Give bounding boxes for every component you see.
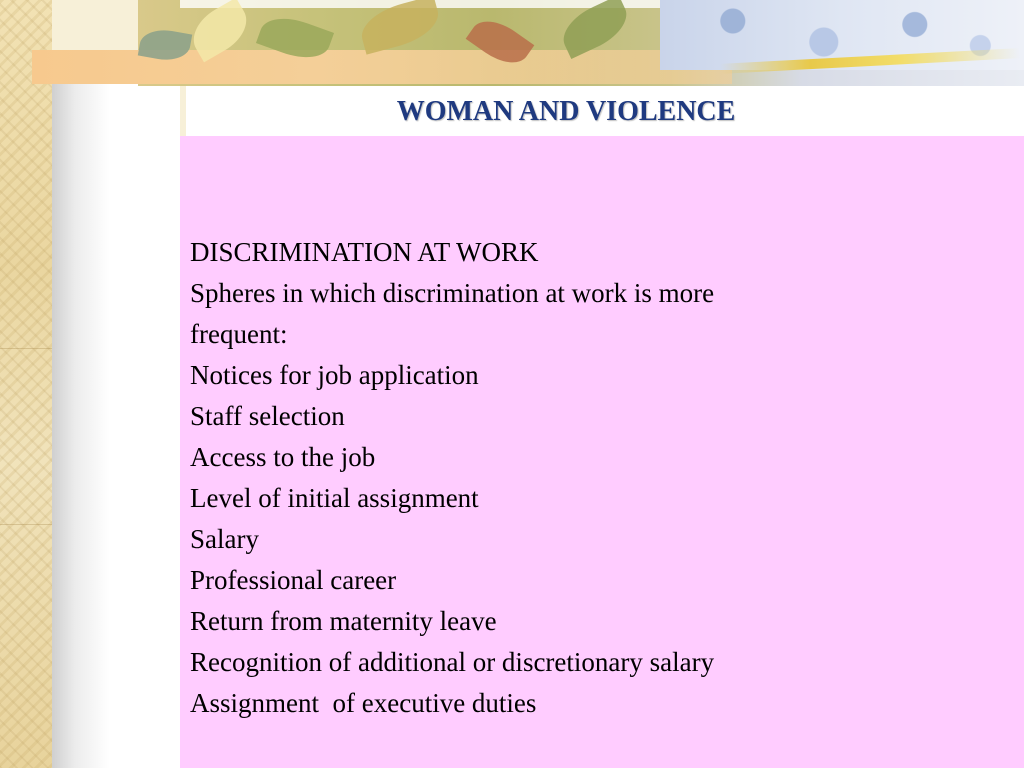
- content-line: Staff selection: [190, 401, 345, 431]
- content-line: Professional career: [190, 565, 397, 595]
- parchment-divider: [0, 348, 52, 349]
- slide-content: [180, 136, 1024, 768]
- content-heading: DISCRIMINATION AT WORK: [190, 237, 539, 267]
- decorative-banner: [0, 0, 1024, 86]
- content-line: Recognition of additional or discretionary salary: [190, 647, 715, 677]
- content-line: Notices for job application: [190, 360, 479, 390]
- content-line: Level of initial assignment: [190, 483, 479, 513]
- content-line: Return from maternity leave: [190, 606, 497, 636]
- content-line: frequent:: [190, 319, 288, 349]
- parchment-divider: [0, 524, 52, 525]
- content-line: Access to the job: [190, 442, 376, 472]
- content-list: [190, 232, 990, 724]
- content-line: Spheres in which discrimination at work is more: [190, 278, 715, 308]
- content-line: Assignment of executive duties: [190, 688, 537, 718]
- slide-title: WOMAN AND VIOLENCE: [396, 96, 736, 127]
- title-bar: [186, 86, 1024, 136]
- left-column-shading: [52, 84, 180, 768]
- parchment-texture: [0, 0, 52, 768]
- content-line: Salary: [190, 524, 259, 554]
